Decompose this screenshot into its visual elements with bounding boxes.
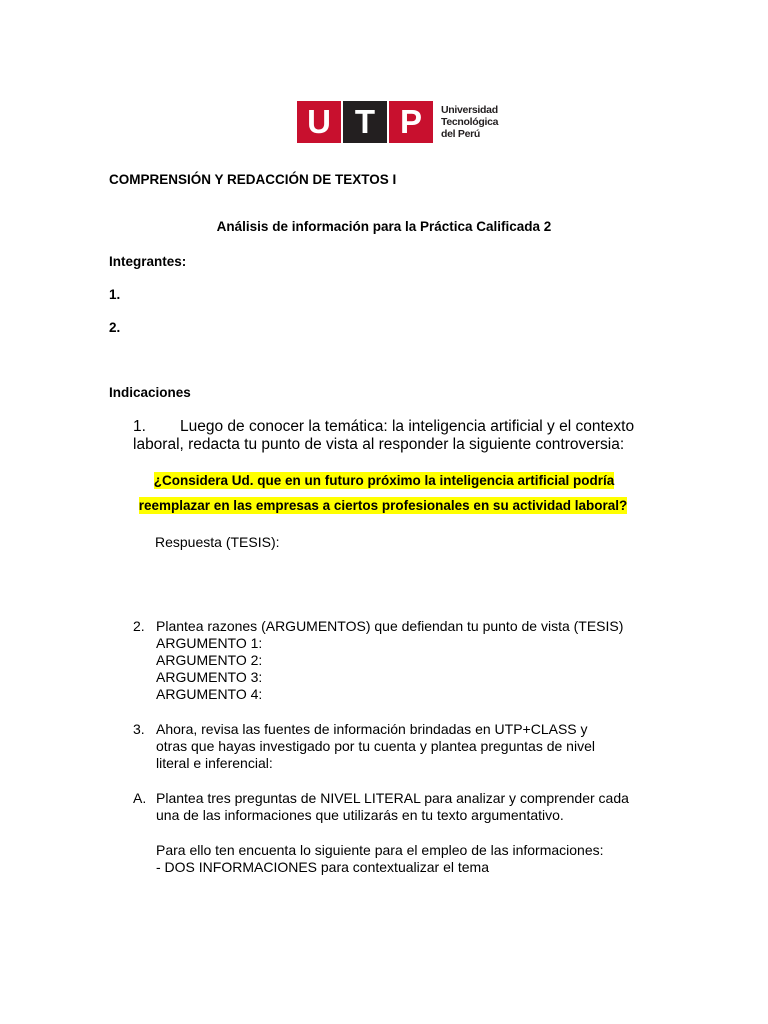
logo-letter-p: P bbox=[389, 101, 433, 143]
document-subtitle: Análisis de información para la Práctica Calificada 2 bbox=[216, 219, 552, 234]
members-label: Integrantes: bbox=[109, 254, 187, 269]
instructions-heading: Indicaciones bbox=[109, 385, 191, 400]
item-a-letter: A. bbox=[133, 790, 147, 806]
item-a-line-1: Plantea tres preguntas de NIVEL LITERAL para analizar y comprender cada bbox=[156, 790, 629, 806]
argument-2: ARGUMENTO 2: bbox=[156, 652, 263, 668]
item-2-text: Plantea razones (ARGUMENTOS) que defiendan tu punto de vista (TESIS) bbox=[156, 618, 624, 634]
item-1-line-1: Luego de conocer la temática: la inteligencia artificial y el contexto bbox=[180, 418, 635, 435]
question-line-1-wrap bbox=[0, 472, 768, 490]
item-a-note-1: Para ello ten encuenta lo siguiente para el empleo de las informaciones: bbox=[156, 842, 604, 858]
utp-logo bbox=[297, 101, 498, 143]
logo-letter-t: T bbox=[343, 101, 387, 143]
item-3-line-2: otras que hayas investigado por tu cuenta y plantea preguntas de nivel bbox=[156, 738, 595, 754]
logo-letter-u: U bbox=[297, 101, 341, 143]
logo-text-line-3: del Perú bbox=[441, 128, 481, 140]
question-line-1: ¿Considera Ud. que en un futuro próximo la inteligencia artificial podría bbox=[153, 473, 615, 488]
item-3-number: 3. bbox=[133, 721, 145, 737]
argument-4: ARGUMENTO 4: bbox=[156, 686, 263, 702]
argument-1: ARGUMENTO 1: bbox=[156, 635, 263, 651]
item-1-line-2: laboral, redacta tu punto de vista al responder la siguiente controversia: bbox=[133, 436, 625, 453]
item-3-line-3: literal e inferencial: bbox=[156, 755, 273, 771]
logo-text-line-2: Tecnológica bbox=[441, 116, 499, 128]
question-line-2-wrap bbox=[0, 497, 766, 515]
item-a-note-2: - DOS INFORMACIONES para contextualizar el tema bbox=[156, 859, 489, 875]
logo-text-line-1: Universidad bbox=[441, 104, 498, 116]
member-2: 2. bbox=[109, 320, 121, 335]
item-a-line-2: una de las informaciones que utilizarás en tu texto argumentativo. bbox=[156, 807, 564, 823]
item-2-number: 2. bbox=[133, 618, 145, 634]
item-3-line-1: Ahora, revisa las fuentes de información brindadas en UTP+CLASS y bbox=[156, 721, 588, 737]
question-line-2: reemplazar en las empresas a ciertos profesionales en su actividad laboral? bbox=[138, 498, 628, 513]
argument-3: ARGUMENTO 3: bbox=[156, 669, 263, 685]
item-1-number: 1. bbox=[133, 418, 146, 435]
member-1: 1. bbox=[109, 287, 121, 302]
answer-label: Respuesta (TESIS): bbox=[155, 534, 280, 550]
logo-wordmark bbox=[441, 104, 498, 140]
course-title: COMPRENSIÓN Y REDACCIÓN DE TEXTOS I bbox=[109, 172, 397, 187]
